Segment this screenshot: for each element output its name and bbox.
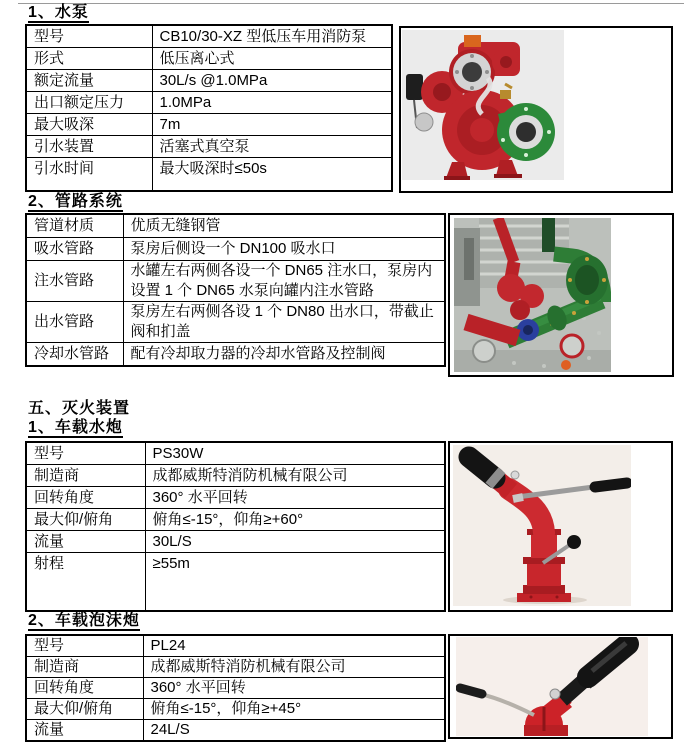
spec-label: 引水时间 xyxy=(26,158,152,192)
spec-label: 流量 xyxy=(26,720,143,742)
spec-value: 最大吸深时≤50s xyxy=(152,158,392,192)
spec-value: 配有冷却取力器的冷却水管路及控制阀 xyxy=(123,343,445,367)
heading-foam-monitor xyxy=(28,612,673,632)
spec-label: 制造商 xyxy=(26,657,143,678)
spec-label: 注水管路 xyxy=(26,261,123,302)
spec-label: 回转角度 xyxy=(26,487,145,509)
pump-pipes-photo xyxy=(454,218,611,372)
foam-monitor-photo xyxy=(456,637,648,736)
water-monitor-spec-table xyxy=(25,441,446,612)
spec-row xyxy=(26,158,392,192)
spec-row xyxy=(26,657,445,678)
water-monitor-band xyxy=(25,441,673,612)
spec-row xyxy=(26,635,445,657)
section-foam-monitor xyxy=(25,612,673,742)
spec-row xyxy=(26,25,392,48)
heading-water-pump xyxy=(28,4,673,24)
heading-piping-system-text: 2、管路系统 xyxy=(28,193,123,210)
heading-water-monitor-text: 1、车载水炮 xyxy=(28,419,123,436)
spec-value: 活塞式真空泵 xyxy=(152,136,392,158)
fire-pump-photo xyxy=(402,30,564,180)
spec-label: 回转角度 xyxy=(26,678,143,699)
piping-photo-frame xyxy=(448,213,674,377)
spec-row xyxy=(26,553,445,612)
water-monitor-photo-frame xyxy=(448,441,673,612)
spec-label: 射程 xyxy=(26,553,145,612)
spec-row xyxy=(26,720,445,742)
spec-value: CB10/30-XZ 型低压车用消防泵 xyxy=(152,25,392,48)
spec-label: 最大吸深 xyxy=(26,114,152,136)
water-pump-spec-table xyxy=(25,24,393,192)
spec-row xyxy=(26,509,445,531)
spec-value: 俯角≤-15°，仰角≥+60° xyxy=(145,509,445,531)
spec-row xyxy=(26,48,392,70)
spec-row xyxy=(26,136,392,158)
spec-row xyxy=(26,343,445,367)
spec-value: 30L/s @1.0MPa xyxy=(152,70,392,92)
spec-value: ≥55m xyxy=(145,553,445,612)
spec-value: 俯角≤-15°，仰角≥+45° xyxy=(143,699,445,720)
foam-monitor-photo-frame xyxy=(448,634,673,739)
spec-row xyxy=(26,214,445,238)
spec-value: PL24 xyxy=(143,635,445,657)
spec-label: 管道材质 xyxy=(26,214,123,238)
spec-row xyxy=(26,442,445,465)
spec-label: 制造商 xyxy=(26,465,145,487)
spec-label: 形式 xyxy=(26,48,152,70)
spec-row xyxy=(26,70,392,92)
piping-spec-table xyxy=(25,213,446,367)
spec-label: 吸水管路 xyxy=(26,238,123,261)
spec-label: 最大仰/俯角 xyxy=(26,509,145,531)
spec-label: 出口额定压力 xyxy=(26,92,152,114)
heading-water-pump-text: 1、水泵 xyxy=(28,4,89,21)
spec-label: 冷却水管路 xyxy=(26,343,123,367)
heading-piping-system xyxy=(28,193,674,213)
water-pump-band xyxy=(25,24,673,193)
spec-value: 24L/S xyxy=(143,720,445,742)
heading-extinguishing-devices-text: 五、灭火装置 xyxy=(28,400,131,417)
spec-value: 360° 水平回转 xyxy=(145,487,445,509)
spec-row xyxy=(26,678,445,699)
spec-value: 泵房左右两侧各设 1 个 DN80 出水口，带截止阀和扪盖 xyxy=(123,302,445,343)
spec-label: 流量 xyxy=(26,531,145,553)
section-piping-system xyxy=(25,193,674,377)
spec-value: 泵房后侧设一个 DN100 吸水口 xyxy=(123,238,445,261)
spec-label: 最大仰/俯角 xyxy=(26,699,143,720)
water-pump-photo-frame xyxy=(399,26,673,193)
spec-value: PS30W xyxy=(145,442,445,465)
spec-label: 引水装置 xyxy=(26,136,152,158)
water-monitor-photo xyxy=(453,445,631,606)
spec-label: 型号 xyxy=(26,635,143,657)
spec-value: 优质无缝钢管 xyxy=(123,214,445,238)
heading-extinguishing-devices xyxy=(28,400,673,419)
spec-row xyxy=(26,114,392,136)
spec-label: 出水管路 xyxy=(26,302,123,343)
spec-value: 30L/S xyxy=(145,531,445,553)
section-water-pump xyxy=(25,4,673,193)
section-water-monitor xyxy=(25,400,673,612)
spec-value: 360° 水平回转 xyxy=(143,678,445,699)
spec-value: 7m xyxy=(152,114,392,136)
spec-label: 型号 xyxy=(26,442,145,465)
spec-value: 成都威斯特消防机械有限公司 xyxy=(145,465,445,487)
spec-value: 低压离心式 xyxy=(152,48,392,70)
foam-monitor-spec-table xyxy=(25,634,446,742)
heading-foam-monitor-text: 2、车载泡沫炮 xyxy=(28,612,140,629)
spec-value: 水罐左右两侧各设一个 DN65 注水口，泵房内设置 1 个 DN65 水泵向罐内注水管路 xyxy=(123,261,445,302)
spec-row xyxy=(26,92,392,114)
spec-label: 额定流量 xyxy=(26,70,152,92)
foam-monitor-band xyxy=(25,634,673,742)
heading-water-monitor xyxy=(28,419,673,439)
spec-row xyxy=(26,487,445,509)
spec-row xyxy=(26,699,445,720)
spec-row xyxy=(26,261,445,302)
spec-value: 成都威斯特消防机械有限公司 xyxy=(143,657,445,678)
spec-row xyxy=(26,465,445,487)
spec-value: 1.0MPa xyxy=(152,92,392,114)
piping-band xyxy=(25,213,674,377)
spec-row xyxy=(26,302,445,343)
spec-row xyxy=(26,238,445,261)
spec-label: 型号 xyxy=(26,25,152,48)
spec-row xyxy=(26,531,445,553)
